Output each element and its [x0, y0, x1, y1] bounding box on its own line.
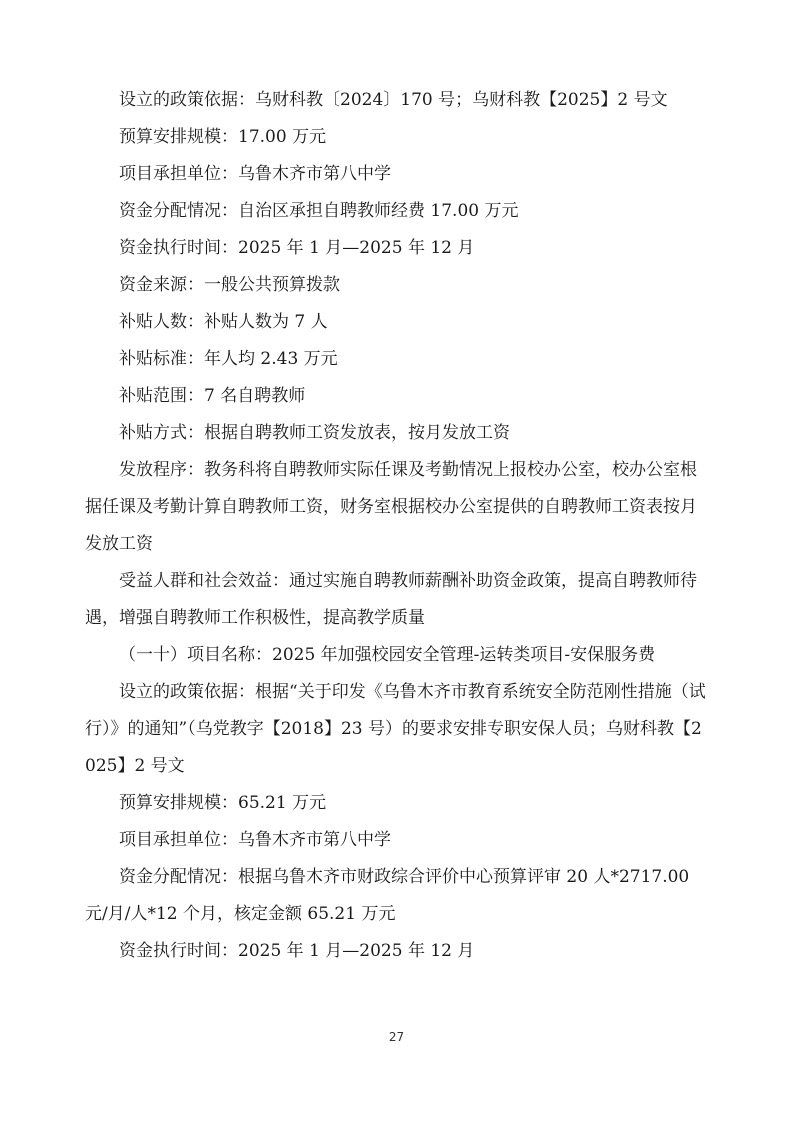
paragraph-budget-scale-1: 预算安排规模：17.00 万元	[119, 127, 327, 147]
paragraph-subsidy-standard: 补贴标准：年人均 2.43 万元	[119, 349, 338, 369]
paragraph-subsidy-scope: 补贴范围：7 名自聘教师	[119, 386, 306, 406]
paragraph-subsidy-method: 补贴方式：根据自聘教师工资发放表，按月发放工资	[119, 423, 510, 443]
paragraph-execution-time-2: 资金执行时间：2025 年 1 月—2025 年 12 月	[119, 941, 475, 961]
paragraph-fund-allocation-1: 资金分配情况：自治区承担自聘教师经费 17.00 万元	[119, 201, 519, 221]
page-number: 27	[388, 1030, 405, 1044]
paragraph-fund-source: 资金来源：一般公共预算拨款	[119, 275, 340, 295]
paragraph-policy-basis-1: 设立的政策依据：乌财科教〔2024〕170 号；乌财科教【2025】2 号文	[119, 90, 668, 110]
paragraph-payment-procedure: 发放程序：教务科将自聘教师实际任课及考勤情况上报校办公室，校办公室根据任课及考勤计算自聘教师工资，财务室根据校办公室提供的自聘教师工资表按月发放工资	[85, 460, 697, 554]
paragraph-budget-scale-2: 预算安排规模：65.21 万元	[119, 793, 327, 813]
paragraph-fund-allocation-2: 资金分配情况：根据乌鲁木齐市财政综合评价中心预算评审 20 人*2717.00 元/月/人*12 个月，核定金额 65.21 万元	[85, 867, 690, 924]
paragraph-policy-basis-2: 设立的政策依据：根据“关于印发《乌鲁木齐市教育系统安全防范刚性措施（试行）》的通知”（乌党教字【2018】23 号）的要求安排专职安保人员；乌财科教【2025】2 号文	[85, 682, 706, 776]
paragraph-project-name-10: （一十）项目名称：2025 年加强校园安全管理-运转类项目-安保服务费	[119, 645, 656, 665]
paragraph-undertaking-unit-2: 项目承担单位：乌鲁木齐市第八中学	[119, 830, 391, 850]
paragraph-subsidy-count: 补贴人数：补贴人数为 7 人	[119, 312, 328, 332]
paragraph-beneficiaries: 受益人群和社会效益：通过实施自聘教师薪酬补助资金政策，提高自聘教师待遇，增强自聘教师工作积极性，提高教学质量	[85, 571, 697, 628]
paragraph-undertaking-unit-1: 项目承担单位：乌鲁木齐市第八中学	[119, 164, 391, 184]
paragraph-execution-time-1: 资金执行时间：2025 年 1 月—2025 年 12 月	[119, 238, 475, 258]
